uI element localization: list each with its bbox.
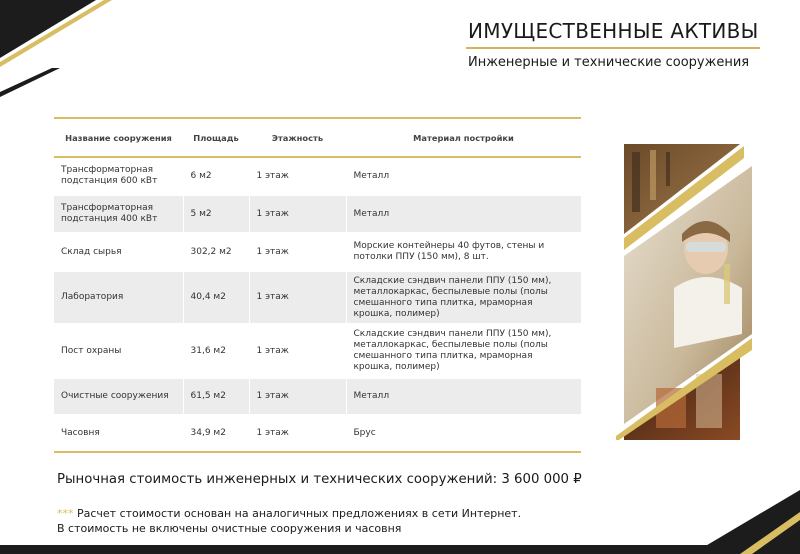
footnote-text-1: Расчет стоимости основан на аналогичных предложениях в сети Интернет. bbox=[73, 507, 522, 520]
table-row bbox=[54, 271, 581, 324]
table-row bbox=[54, 415, 581, 452]
table-row bbox=[54, 157, 581, 195]
cell-floors: 1 этаж bbox=[249, 415, 346, 452]
page-title: ИМУЩЕСТВЕННЫЕ АКТИВЫ bbox=[468, 19, 759, 43]
cell-area: 302,2 м2 bbox=[183, 233, 249, 271]
cell-material: Складские сэндвич панели ППУ (150 мм), металлокаркас, беспылевые полы (полы смешанного типа плитка, мраморная крошка, полимер) bbox=[346, 271, 581, 324]
cell-floors: 1 этаж bbox=[249, 195, 346, 233]
cell-area: 61,5 м2 bbox=[183, 378, 249, 415]
cell-material: Металл bbox=[346, 157, 581, 195]
page-subtitle: Инженерные и технические сооружения bbox=[468, 55, 750, 70]
cell-floors: 1 этаж bbox=[249, 324, 346, 378]
cell-area: 31,6 м2 bbox=[183, 324, 249, 378]
footnote-stars: *** bbox=[57, 507, 74, 520]
table-row bbox=[54, 195, 581, 233]
photo-collage bbox=[616, 138, 752, 440]
cell-area: 6 м2 bbox=[183, 157, 249, 195]
cell-floors: 1 этаж bbox=[249, 378, 346, 415]
cell-name: Пост охраны bbox=[54, 324, 183, 378]
cell-area: 40,4 м2 bbox=[183, 271, 249, 324]
table-row bbox=[54, 378, 581, 415]
cell-name: Трансформаторная подстанция 600 кВт bbox=[54, 157, 183, 195]
cell-material: Металл bbox=[346, 195, 581, 233]
cell-name: Часовня bbox=[54, 415, 183, 452]
cell-material: Складские сэндвич панели ППУ (150 мм), металлокаркас, беспылевые полы (полы смешанного типа плитка, мраморная крошка, полимер) bbox=[346, 324, 581, 378]
cell-name: Очистные сооружения bbox=[54, 378, 183, 415]
cell-area: 5 м2 bbox=[183, 195, 249, 233]
cell-floors: 1 этаж bbox=[249, 157, 346, 195]
cell-material: Морские контейнеры 40 футов, стены и потолки ППУ (150 мм), 8 шт. bbox=[346, 233, 581, 271]
table-header-row bbox=[54, 118, 581, 157]
column-header-name: Название сооружения bbox=[54, 118, 183, 157]
cell-material: Брус bbox=[346, 415, 581, 452]
cell-material: Металл bbox=[346, 378, 581, 415]
cell-name: Трансформаторная подстанция 400 кВт bbox=[54, 195, 183, 233]
table-row bbox=[54, 324, 581, 378]
cell-floors: 1 этаж bbox=[249, 271, 346, 324]
column-header-material: Материал постройки bbox=[346, 118, 581, 157]
column-header-floors: Этажность bbox=[249, 118, 346, 157]
market-value-text: Рыночная стоимость инженерных и технических сооружений: 3 600 000 ₽ bbox=[57, 472, 582, 487]
column-header-area: Площадь bbox=[183, 118, 249, 157]
footnote-line-2: В стоимость не включены очистные сооружения и часовня bbox=[57, 522, 402, 535]
assets-table bbox=[54, 117, 581, 453]
footnote-line-1 bbox=[57, 507, 521, 520]
title-underline bbox=[466, 47, 760, 49]
cell-name: Склад сырья bbox=[54, 233, 183, 271]
cell-area: 34,9 м2 bbox=[183, 415, 249, 452]
cell-name: Лаборатория bbox=[54, 271, 183, 324]
cell-floors: 1 этаж bbox=[249, 233, 346, 271]
table-row bbox=[54, 233, 581, 271]
